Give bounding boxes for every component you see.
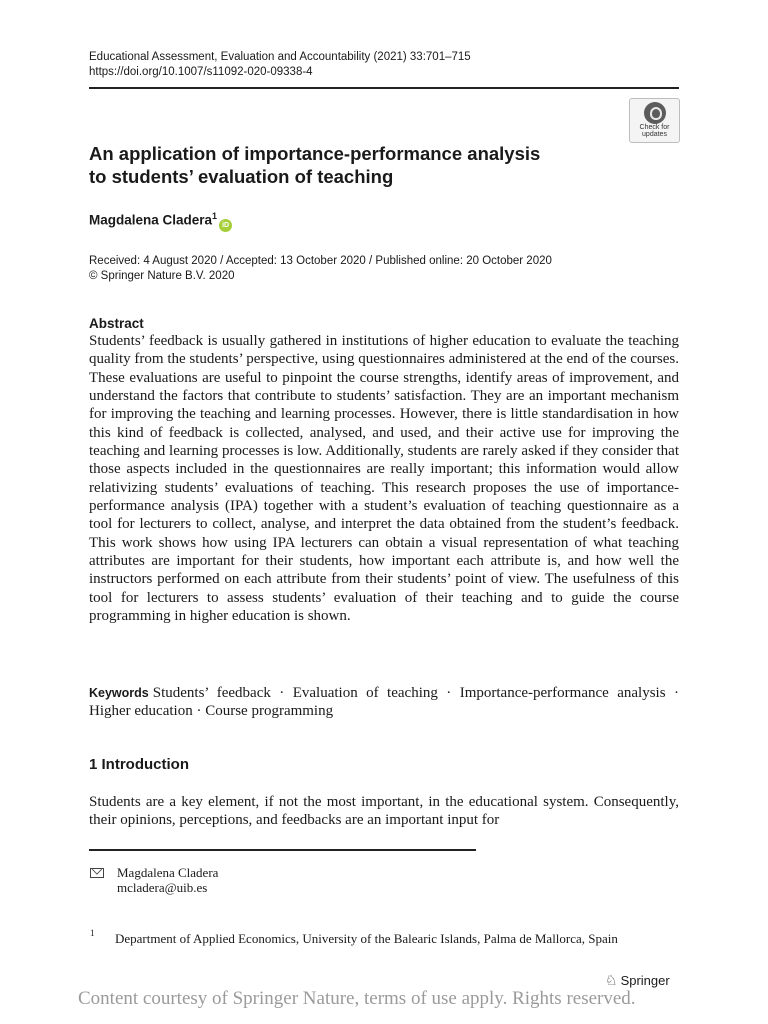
paper-title [89, 142, 609, 188]
corresponding-author-email[interactable]: mcladera@uib.es [117, 880, 208, 895]
envelope-icon [90, 868, 104, 878]
copyright-notice: © Springer Nature B.V. 2020 [89, 270, 235, 282]
journal-citation: Educational Assessment, Evaluation and Accountability (2021) 33:701–715 [89, 51, 471, 63]
affiliation-mark: 1 [212, 211, 218, 221]
doi-link[interactable]: https://doi.org/10.1007/s11092-020-09338-4 [89, 66, 313, 78]
check-for-updates-badge[interactable] [629, 98, 680, 143]
badge-label-line1: Check for [639, 124, 670, 131]
title-line-2: to students’ evaluation of teaching [89, 166, 394, 187]
keywords-block [89, 684, 679, 721]
footnote-divider [89, 849, 476, 851]
introduction-text: Students are a key element, if not the most important, in the educational system. Consequently, their opinions, perceptions, and feedbacks are an important input for [89, 794, 679, 829]
title-line-1: An application of importance-performance analysis [89, 143, 541, 164]
author-line [89, 211, 232, 232]
courtesy-notice: Content courtesy of Springer Nature, terms of use apply. Rights reserved. [78, 988, 636, 1009]
publication-dates: Received: 4 August 2020 / Accepted: 13 October 2020 / Published online: 20 October 2020 [89, 255, 552, 267]
affiliation-number: 1 [90, 928, 95, 938]
keywords-list: Students’ feedback · Evaluation of teaching · Importance-performance analysis · Higher education · Course programming [89, 685, 679, 720]
springer-wordmark: Springer [620, 973, 670, 988]
header-divider [89, 87, 679, 89]
keywords-label: Keywords [89, 686, 149, 700]
abstract-heading: Abstract [89, 316, 144, 331]
orcid-icon[interactable]: iD [219, 219, 232, 232]
springer-logo [605, 972, 670, 989]
springer-horse-icon: ♘ [605, 972, 618, 988]
author-name[interactable]: Magdalena Cladera [89, 212, 213, 228]
corresponding-author-name: Magdalena Cladera [117, 865, 219, 880]
abstract-text: Students’ feedback is usually gathered in institutions of higher education to evaluate the teaching quality from the students’ perspective, using questionnaires administered at the end of the courses. These evaluations are useful to pinpoint the course strengths, identify areas of improvement, and understand the factors that contribute to students’ satisfaction. They are an important mechanism for improving the teaching and learning processes. However, there is little standardisation in how this kind of feedback is collected, analysed, and used, and their active use for improving the teaching and learning processes is low. Additionally, students are rarely asked if they consider that those aspects included in the questionnaires are really important; this information would allow relativizing students’ evaluations of teaching. This research proposes the use of importance-performance analysis (IPA) together with a student’s evaluation of teaching questionnaire as a tool for lecturers to collect, analyse, and interpret the data obtained from the student’s feedback. This work shows how using IPA lecturers can obtain a visual representation of what teaching attributes are important for their students, how important each attribute is, and how well the instructors performed on each attribute from their students’ point of view. The usefulness of this tool for lecturers to assess students’ evaluation of their teaching and to guide the course programming in higher education is shown. [89, 333, 679, 625]
badge-label-line2: updates [642, 131, 667, 138]
affiliation-text: Department of Applied Economics, University of the Balearic Islands, Palma de Mallorca, Spain [115, 931, 618, 946]
check-for-updates-icon [644, 102, 666, 124]
section-heading-introduction: 1 Introduction [89, 756, 189, 773]
